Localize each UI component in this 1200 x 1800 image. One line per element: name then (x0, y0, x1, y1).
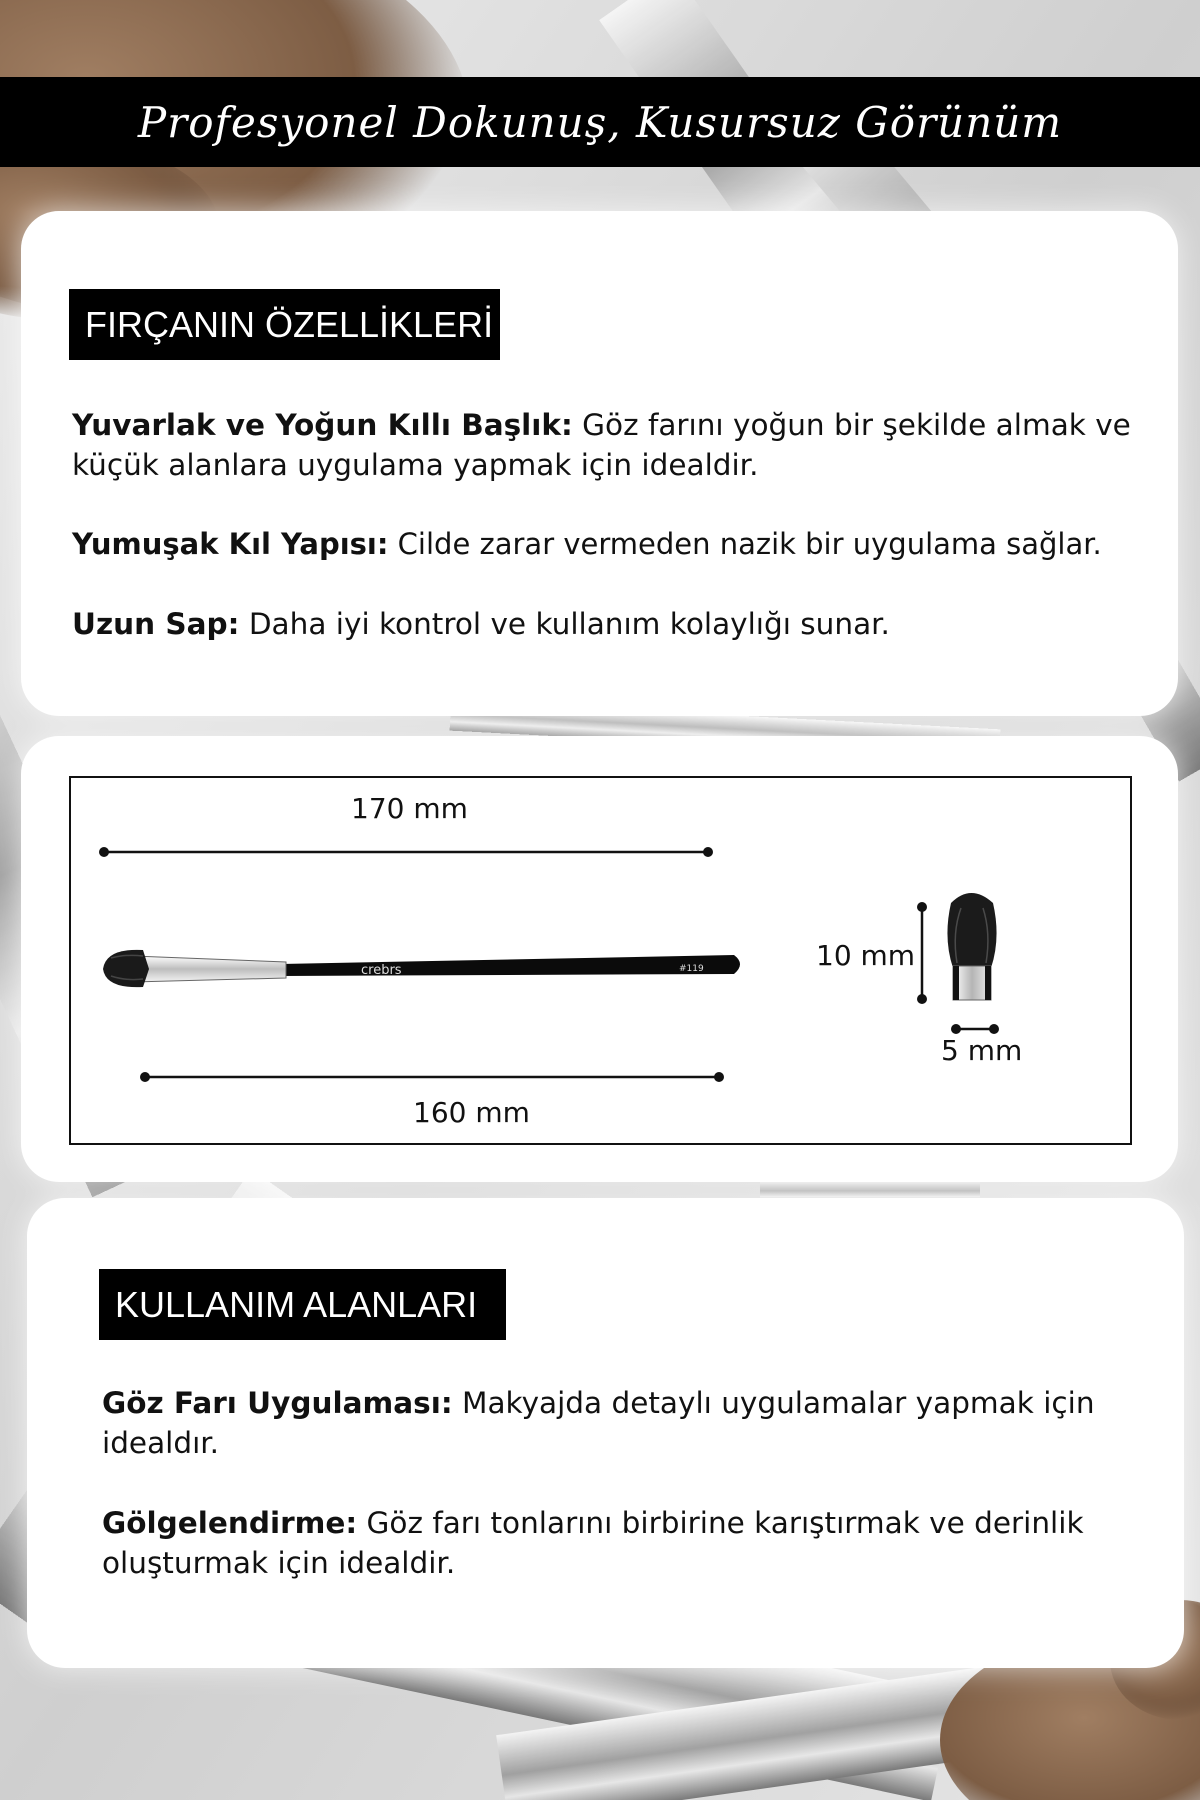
brush-diagram (71, 778, 1134, 1147)
brush-model-text: #119 (679, 964, 704, 974)
usage-heading: KULLANIM ALANLARI (99, 1269, 506, 1340)
usage-term: Göz Farı Uygulaması: (102, 1386, 453, 1420)
usage-text: Göz farı tonlarını birbirine karıştırmak ve derinlik oluşturmak için idealdir. (102, 1506, 1084, 1580)
brush-head-closeup (947, 893, 996, 1000)
feature-item (72, 524, 1172, 564)
brush-side-view (103, 950, 740, 987)
feature-term: Yumuşak Kıl Yapısı: (72, 527, 389, 561)
head-width-label: 5 mm (941, 1034, 1023, 1067)
usage-card (27, 1198, 1184, 1668)
banner-title: Profesyonel Dokunuş, Kusursuz Görünüm (137, 97, 1063, 147)
head-width-line (951, 1024, 999, 1034)
handle-length-label: 160 mm (413, 1096, 530, 1129)
feature-text: Cilde zarar vermeden nazik bir uygulama sağlar. (388, 527, 1102, 561)
dimensions-card (21, 736, 1178, 1182)
dimensions-diagram (69, 776, 1132, 1145)
title-banner (0, 77, 1200, 167)
usage-term: Gölgelendirme: (102, 1506, 358, 1540)
usage-item (102, 1383, 1142, 1463)
total-length-line (99, 847, 713, 857)
brush-brand-text: crebrs (361, 963, 402, 978)
head-height-label: 10 mm (816, 939, 916, 972)
head-height-line (917, 902, 927, 1004)
feature-text: Göz farını yoğun bir şekilde almak ve küçük alanlara uygulama yapmak için idealdir. (72, 408, 1131, 482)
features-card (21, 211, 1178, 716)
feature-term: Yuvarlak ve Yoğun Kıllı Başlık: (72, 408, 573, 442)
feature-item (72, 604, 1142, 644)
total-length-label: 170 mm (351, 792, 468, 825)
feature-term: Uzun Sap: (72, 607, 240, 641)
handle-length-line (140, 1072, 724, 1082)
usage-item (102, 1503, 1142, 1583)
feature-text: Daha iyi kontrol ve kullanım kolaylığı sunar. (239, 607, 890, 641)
features-heading: FIRÇANIN ÖZELLİKLERİ (69, 289, 500, 360)
usage-text: Makyajda detaylı uygulamalar yapmak için idealdır. (102, 1386, 1095, 1460)
feature-item (72, 405, 1142, 485)
